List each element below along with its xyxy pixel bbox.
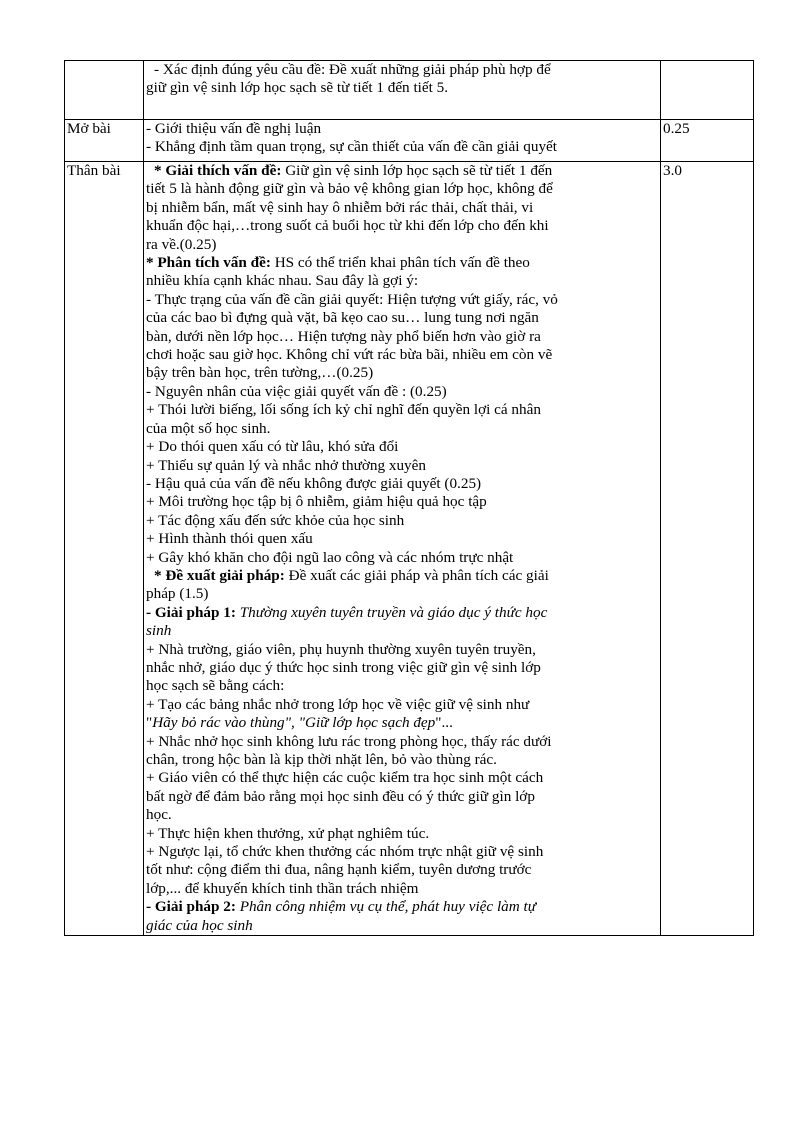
score-cell — [661, 61, 754, 120]
solution-line: pháp (1.5) — [146, 585, 209, 603]
solution-2-heading: - Giải pháp 2: — [146, 898, 236, 916]
quote-open: " — [146, 714, 153, 732]
analysis-line: + Tác động xấu đến sức khỏe của học sinh — [146, 511, 405, 529]
analysis-line: - Hậu quả của vấn đề nếu không được giải quyết (0.25) — [146, 474, 482, 492]
section-label: Mở bài — [65, 120, 144, 162]
criteria-line: giữ gìn vệ sinh lớp học sạch sẽ từ tiết 1 đến tiết 5. — [146, 79, 449, 97]
analysis-text: HS có thể triển khai phân tích vấn đề theo — [270, 254, 530, 272]
criteria-line: - Giới thiệu vấn đề nghị luận — [146, 120, 322, 137]
solution-2-title: Phân công nhiệm vụ cụ thể, phát huy việc làm tự — [235, 898, 537, 916]
solution-1-line: + Nhà trường, giáo viên, phụ huynh thường xuyên tuyên truyền, — [146, 640, 536, 658]
analysis-line: của các bao bì đựng quà vặt, bã kẹo cao su… lung tung nơi ngăn — [146, 309, 539, 327]
solution-1-title: sinh — [146, 622, 172, 640]
solution-heading: * Đề xuất giải pháp: — [154, 566, 285, 584]
solution-1-line: bất ngờ để đảm bảo rằng mọi học sinh đều có ý thức giữ gìn lớp — [146, 787, 535, 805]
analysis-line: + Thiếu sự quản lý và nhắc nhở thường xuyên — [146, 456, 426, 474]
analysis-line: của một số học sinh. — [146, 419, 271, 437]
score-cell: 3.0 — [661, 162, 754, 936]
analysis-line: chơi hoặc sau giờ học. Không chỉ vứt rác bừa bãi, nhiều em còn vẽ — [146, 346, 553, 364]
analysis-line: nhiều khía cạnh khác nhau. Sau đây là gợi ý: — [146, 272, 419, 290]
analysis-line: + Hình thành thói quen xấu — [146, 530, 313, 548]
analysis-line: bậy trên bàn học, trên tường,…(0.25) — [146, 364, 374, 382]
criteria-line: - Khẳng định tầm quan trọng, sự cần thiết của vấn đề cần giải quyết — [146, 138, 557, 156]
analysis-line: - Nguyên nhân của việc giải quyết vấn đề : (0.25) — [146, 382, 447, 400]
analysis-line: - Thực trạng của vấn đề cần giải quyết: Hiện tượng vứt giấy, rác, vỏ — [146, 290, 558, 308]
quote-line — [146, 714, 658, 732]
explain-line: khuẩn độc hại,…trong suốt cả buổi học từ khi đến lớp cho đến khi — [146, 217, 549, 235]
explain-line: tiết 5 là hành động giữ gìn và bảo vệ không gian lớp học, không để — [146, 180, 553, 198]
grading-table — [64, 60, 754, 936]
explain-line — [146, 162, 658, 180]
explain-text: Giữ gìn vệ sinh lớp học sạch sẽ từ tiết 1 đến — [281, 162, 553, 179]
score-cell: 0.25 — [661, 120, 754, 162]
solution-1-line: học. — [146, 806, 172, 824]
solution-1-line — [146, 604, 658, 622]
solution-2-line — [146, 917, 658, 935]
solution-2-title: giác của học sinh — [146, 916, 253, 934]
solution-line — [146, 567, 658, 585]
section-label: Thân bài — [65, 162, 144, 936]
quote-close: "... — [435, 714, 453, 732]
solution-1-line: + Thực hiện khen thưởng, xử phạt nghiêm túc. — [146, 824, 430, 842]
analysis-line — [146, 254, 658, 272]
explain-line: bị nhiễm bẩn, mất vệ sinh hay ô nhiễm bởi rác thải, chất thải, vi — [146, 198, 534, 216]
table-row — [65, 162, 754, 936]
solution-1-title: Thường xuyên tuyên truyền và giáo dục ý thức học — [235, 603, 548, 621]
solution-1-line: + Ngược lại, tổ chức khen thưởng các nhóm trực nhật giữ vệ sinh — [146, 843, 544, 861]
solution-1-line: học sạch sẽ bằng cách: — [146, 677, 285, 695]
solution-1-line: chân, trong hộc bàn là kịp thời nhặt lên, bỏ vào thùng rác. — [146, 751, 497, 768]
solution-2-line — [146, 898, 658, 916]
analysis-line: bàn, dưới nền lớp học… Hiện tượng này phổ biến hơn vào giờ ra — [146, 327, 541, 345]
explain-heading: * Giải thích vấn đề: — [154, 162, 282, 179]
analysis-line: + Môi trường học tập bị ô nhiễm, giảm hiệu quả học tập — [146, 493, 487, 511]
section-label — [65, 61, 144, 120]
analysis-line: + Gây khó khăn cho đội ngũ lao công và các nhóm trực nhật — [146, 548, 514, 566]
criteria-cell — [144, 120, 661, 162]
criteria-cell — [144, 61, 661, 120]
analysis-line: + Thói lười biếng, lối sống ích kỷ chỉ nghĩ đến quyền lợi cá nhân — [146, 401, 541, 419]
solution-1-line: + Tạo các bảng nhắc nhở trong lớp học về việc giữ vệ sinh như — [146, 695, 530, 713]
quote-text: Hãy bỏ rác vào thùng", "Giữ lớp học sạch đẹp — [152, 714, 436, 732]
explain-line: ra về.(0.25) — [146, 235, 217, 253]
analysis-heading: * Phân tích vấn đề: — [146, 254, 271, 272]
solution-1-line: + Nhắc nhở học sinh không lưu rác trong phòng học, thấy rác dưới — [146, 732, 552, 750]
solution-1-line — [146, 622, 658, 640]
solution-1-line: nhắc nhở, giáo dục ý thức học sinh trong việc giữ gìn vệ sinh lớp — [146, 658, 541, 676]
criteria-cell — [144, 162, 661, 936]
solution-text: Đề xuất các giải pháp và phân tích các giải — [284, 566, 549, 584]
solution-1-line: tốt như: cộng điểm thi đua, nâng hạnh kiểm, tuyên dương trước — [146, 861, 532, 879]
solution-1-line: + Giáo viên có thể thực hiện các cuộc kiểm tra học sinh một cách — [146, 769, 544, 787]
solution-1-line: lớp,... để khuyến khích tinh thần trách nhiệm — [146, 879, 419, 897]
table-row — [65, 61, 754, 120]
table-row — [65, 120, 754, 162]
solution-1-heading: - Giải pháp 1: — [146, 603, 236, 621]
analysis-line: + Do thói quen xấu có từ lâu, khó sửa đổi — [146, 438, 399, 456]
criteria-line: - Xác định đúng yêu cầu đề: Đề xuất những giải pháp phù hợp để — [154, 61, 551, 78]
